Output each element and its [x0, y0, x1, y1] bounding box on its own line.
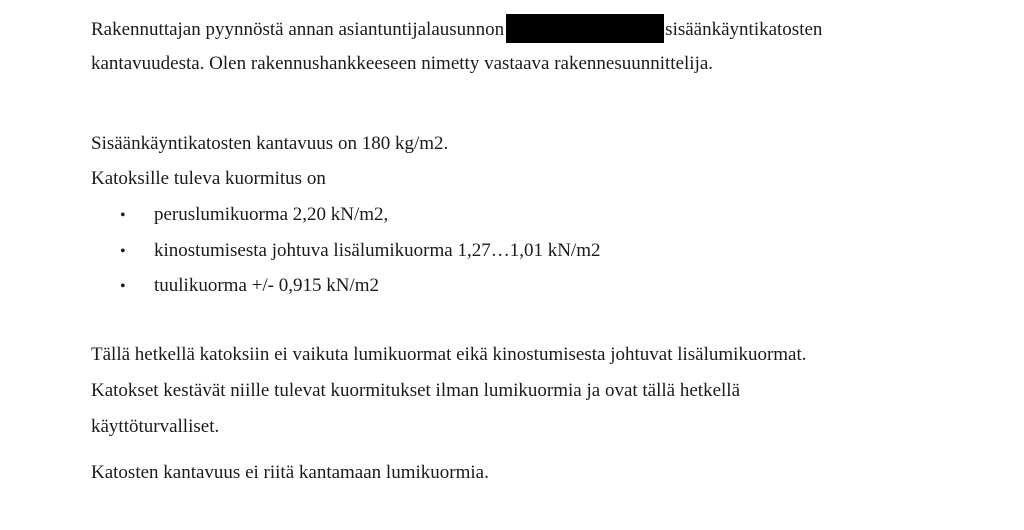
paragraph-1-text-after-redaction: sisäänkäyntikatosten — [665, 19, 823, 40]
paragraph-3-line-1: Tällä hetkellä katoksiin ei vaikuta lumikuormat eikä kinostumisesta johtuvat lisälumikuormat. — [91, 344, 807, 365]
bullet-icon: • — [120, 207, 126, 224]
bullet-icon: • — [120, 243, 126, 260]
list-item — [120, 239, 600, 264]
list-item-text: kinostumisesta johtuva lisälumikuorma 1,27…1,01 kN/m2 — [154, 240, 601, 261]
paragraph-3-line-2: Katokset kestävät niille tulevat kuormitukset ilman lumikuormia ja ovat tällä hetkellä — [91, 380, 740, 401]
list-item-text: peruslumikuorma 2,20 kN/m2, — [154, 204, 389, 225]
redaction-box — [506, 14, 664, 43]
list-item — [120, 203, 388, 228]
paragraph-2-line-2: Katoksille tuleva kuormitus on — [91, 168, 326, 189]
list-item-text: tuulikuorma +/- 0,915 kN/m2 — [154, 275, 379, 296]
list-item — [120, 274, 379, 299]
paragraph-1-line-1 — [91, 14, 822, 43]
bullet-icon: • — [120, 278, 126, 295]
paragraph-1-text-before-redaction: Rakennuttajan pyynnöstä annan asiantuntijalausunnon — [91, 19, 505, 40]
paragraph-4-line-1: Katosten kantavuus ei riitä kantamaan lumikuormia. — [91, 462, 489, 483]
paragraph-3-line-3: käyttöturvalliset. — [91, 416, 220, 437]
paragraph-1-line-2: kantavuudesta. Olen rakennushankkeeseen nimetty vastaava rakennesuunnittelija. — [91, 53, 714, 74]
paragraph-2-line-1: Sisäänkäyntikatosten kantavuus on 180 kg/m2. — [91, 133, 449, 154]
